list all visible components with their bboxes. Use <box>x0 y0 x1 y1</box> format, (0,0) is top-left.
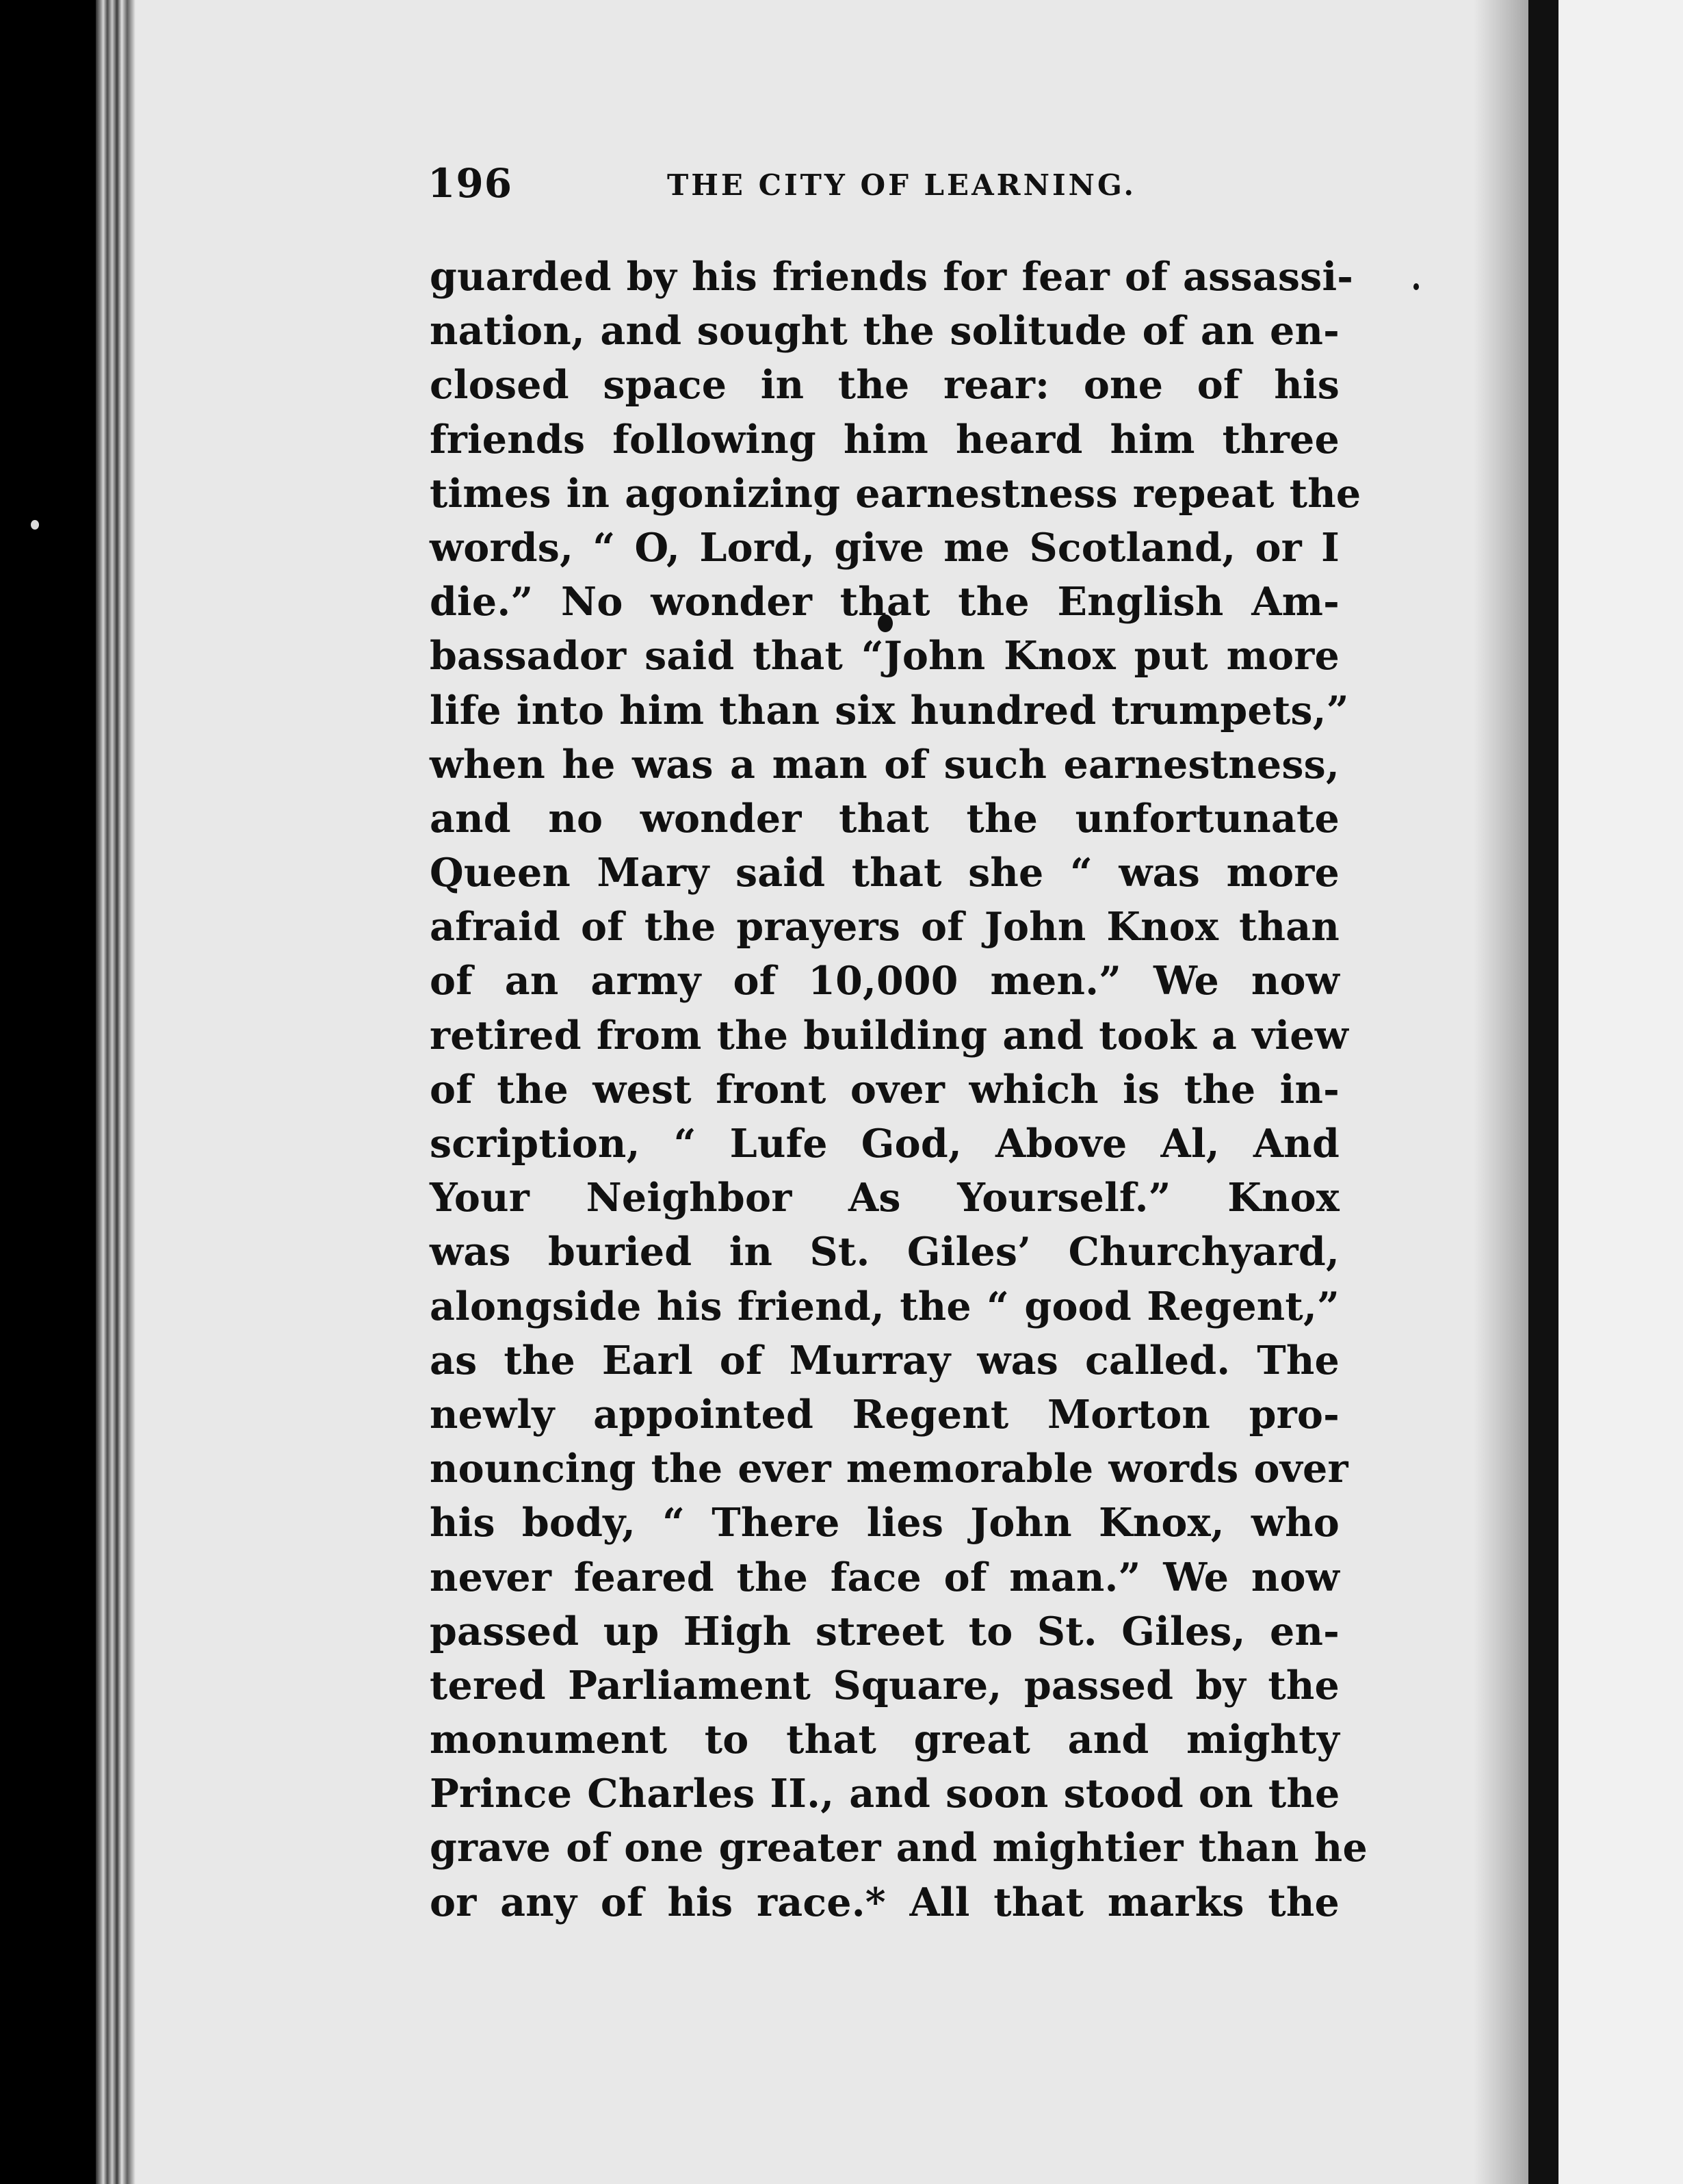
page-header <box>428 161 1155 205</box>
text-line: scription, “ Lufe God, Above Al, And <box>430 1121 1340 1167</box>
text-line: never feared the face of man.” We now <box>430 1554 1340 1600</box>
text-line: life into him than six hundred trumpets,” <box>430 687 1349 733</box>
text-line: Prince Charles II., and soon stood on the <box>430 1771 1340 1817</box>
text-line: newly appointed Regent Morton pro- <box>430 1391 1340 1438</box>
text-line: or any of his race.* All that marks the <box>430 1879 1340 1925</box>
text-line: his body, “ There lies John Knox, who <box>430 1500 1340 1546</box>
text-line: Queen Mary said that she “ was more <box>430 850 1340 896</box>
text-line: retired from the building and took a view <box>430 1012 1348 1058</box>
text-line: nation, and sought the solitude of an en- <box>430 308 1340 354</box>
scan-speck <box>31 520 39 530</box>
text-line: was buried in St. Giles’ Churchyard, <box>430 1229 1340 1275</box>
running-head: THE CITY OF LEARNING. <box>667 168 1136 202</box>
text-line: tered Parliament Square, passed by the <box>430 1662 1340 1708</box>
text-line: grave of one greater and mightier than he <box>430 1825 1368 1871</box>
text-line: afraid of the prayers of John Knox than <box>430 904 1340 950</box>
text-line: guarded by his friends for fear of assassi- <box>430 254 1354 300</box>
text-line: friends following him heard him three <box>430 416 1340 463</box>
text-line: passed up High street to St. Giles, en- <box>430 1608 1340 1654</box>
text-line: times in agonizing earnestness repeat the <box>430 470 1361 517</box>
text-line: closed space in the rear: one of his <box>430 362 1340 408</box>
text-line: monument to that great and mighty <box>430 1717 1340 1763</box>
right-scan-edge <box>1528 0 1558 2184</box>
page-body-text <box>430 250 1368 1929</box>
page-number: 196 <box>428 160 513 207</box>
page-fold-shadow <box>1474 0 1528 2184</box>
text-line: of the west front over which is the in- <box>430 1066 1340 1113</box>
page-edge-stack <box>96 0 135 2184</box>
adjacent-page-edge <box>1558 0 1683 2184</box>
text-line: as the Earl of Murray was called. The <box>430 1337 1340 1383</box>
text-line: of an army of 10,000 men.” We now <box>430 958 1340 1004</box>
text-line: bassador said that “John Knox put more <box>430 633 1340 679</box>
text-line: when he was a man of such earnestness, <box>430 741 1340 788</box>
text-line: nouncing the ever memorable words over <box>430 1446 1348 1492</box>
text-line: Your Neighbor As Yourself.” Knox <box>430 1175 1340 1221</box>
text-line: and no wonder that the unfortunate <box>430 795 1340 842</box>
text-line: alongside his friend, the “ good Regent,” <box>430 1283 1340 1329</box>
left-scan-margin <box>0 0 96 2184</box>
ink-speck <box>1413 283 1419 290</box>
text-line: die.” No wonder that the English Am- <box>430 579 1340 625</box>
text-line: words, “ O, Lord, give me Scotland, or I <box>430 524 1340 571</box>
